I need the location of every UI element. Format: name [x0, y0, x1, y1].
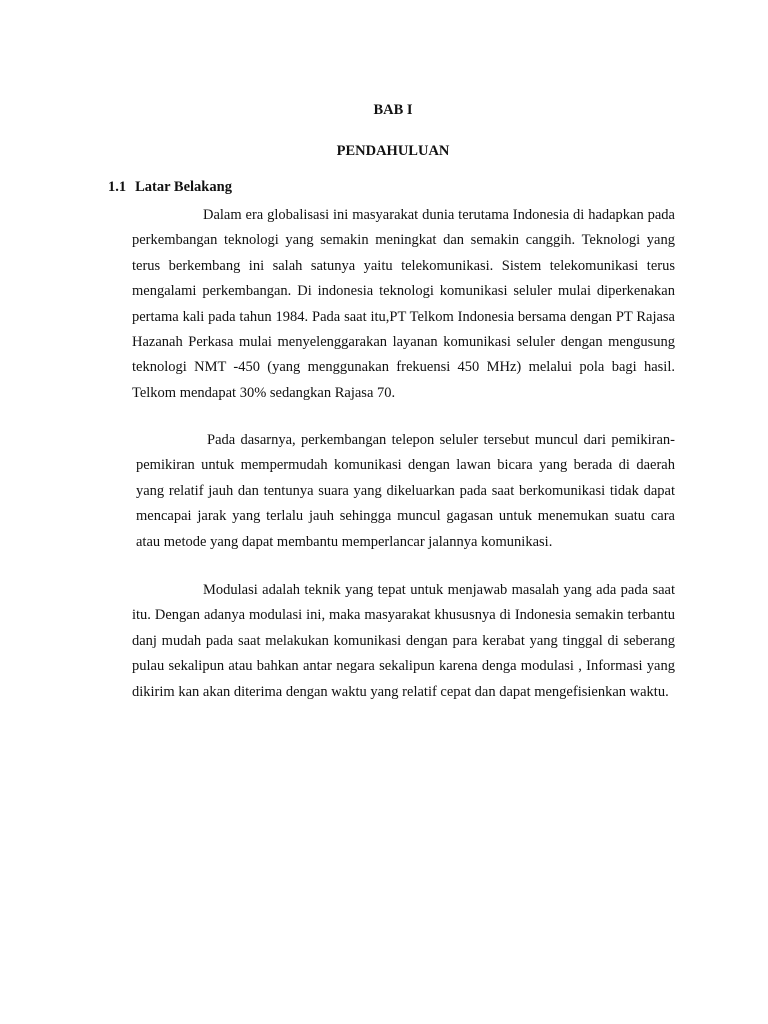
section-title: Latar Belakang [135, 179, 232, 195]
chapter-title: PENDAHULUAN [336, 143, 450, 159]
paragraph-2-text: Pada dasarnya, perkembangan telepon seluler tersebut muncul dari pemikiran-pemikiran untuk mempermudah komunikasi dengan lawan bicara yang berada di daerah yang relatif jauh dan tentunya suara yang dikeluarkan pada saat berkomunikasi tidak dapat mencapai jarak yang terlalu jauh sehingga muncul gagasan untuk menemukan suatu cara atau metode yang dapat membantu memperlancar jalannya komunikasi. [136, 432, 675, 550]
paragraph-3 [132, 578, 675, 705]
paragraph-3-text: Modulasi adalah teknik yang tepat untuk menjawab masalah yang ada pada saat itu. Dengan adanya modulasi ini, maka masyarakat khususnya di Indonesia semakin terbantu danj mudah pada saat melakukan komunikasi dengan para kerabat yang tinggal di seberang pulau sekalipun atau bahkan antar negara sekalipun karena denga modulasi , Informasi yang dikirim kan akan diterima dengan waktu yang relatif cepat dan dapat mengefisienkan waktu. [132, 582, 675, 700]
paragraph-1-text: Dalam era globalisasi ini masyarakat dunia terutama Indonesia di hadapkan pada perkembangan teknologi yang semakin meningkat dan semakin canggih. Teknologi yang terus berkembang ini salah satunya yaitu telekomunikasi. Sistem telekomunikasi terus mengalami perkembangan. Di indonesia teknologi komunikasi seluler mulai diperkenakan pertama kali pada tahun 1984. Pada saat itu,PT Telkom Indonesia bersama dengan PT Rajasa Hazanah Perkasa mulai menyelenggarakan layanan komunikasi seluler dengan mengusung teknologi NMT -450 (yang menggunakan frekuensi 450 MHz) melalui pola bagi hasil. Telkom mendapat 30% sedangkan Rajasa 70. [132, 207, 675, 401]
paragraph-2 [136, 428, 675, 555]
paragraph-1 [132, 203, 675, 406]
chapter-number: BAB I [373, 102, 413, 118]
section-heading [108, 179, 232, 196]
section-number: 1.1 [108, 179, 127, 195]
